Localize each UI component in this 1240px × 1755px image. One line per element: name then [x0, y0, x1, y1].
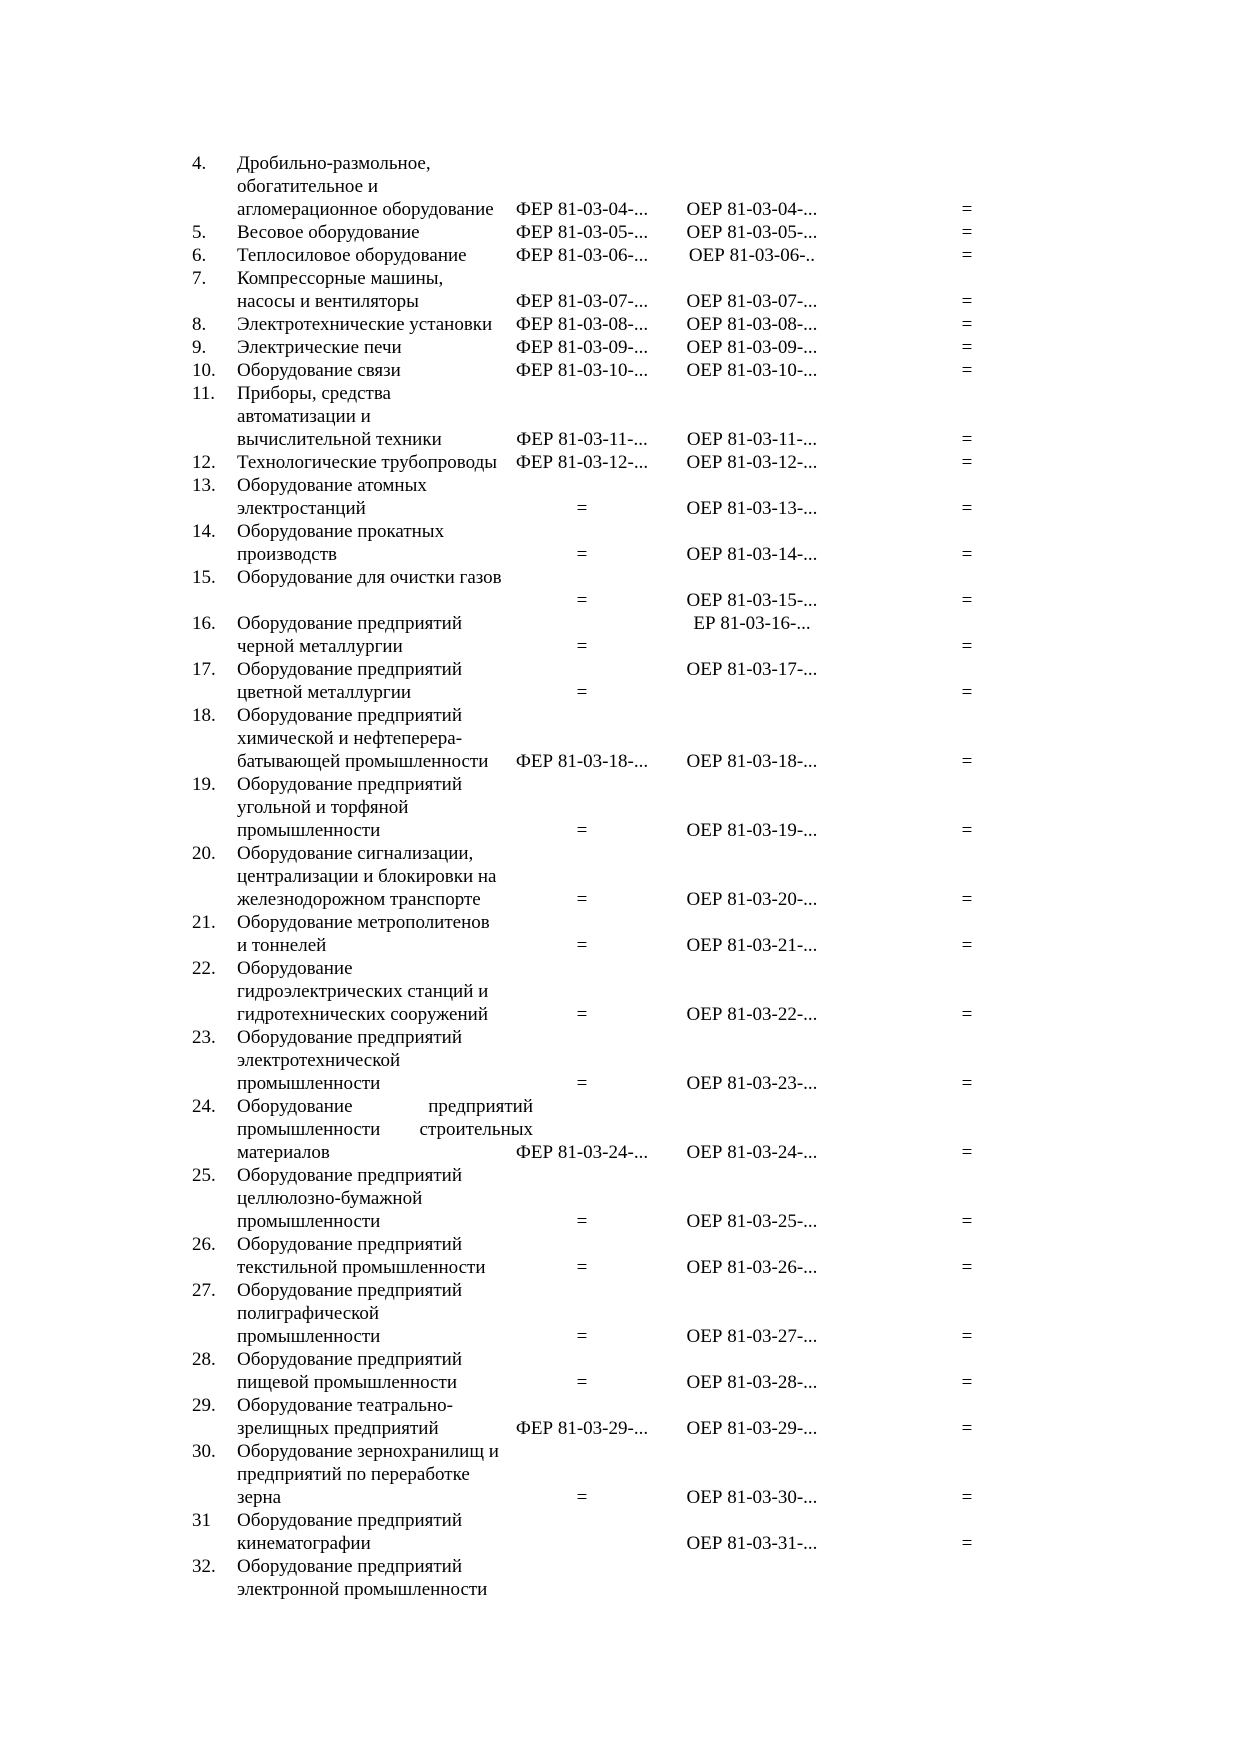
same-marker: =: [961, 1487, 973, 1508]
item-number: 6.: [192, 245, 207, 266]
item-number: 19.: [192, 774, 216, 795]
same-marker: =: [961, 889, 973, 910]
same-marker: =: [961, 245, 973, 266]
item-number: 17.: [192, 659, 216, 680]
fer-code: ФЕР 81-03-18-...: [515, 751, 649, 772]
item-number: 31: [192, 1510, 211, 1531]
item-name-line: кинематографии: [237, 1533, 371, 1554]
list-item: [192, 1164, 1012, 1233]
same-marker: =: [961, 337, 973, 358]
item-name-line: Оборудование предприятий: [237, 1510, 463, 1531]
item-number: 20.: [192, 843, 216, 864]
item-name-line: Оборудование предприятий: [237, 1096, 533, 1117]
fer-code: ФЕР 81-03-12-...: [515, 452, 649, 473]
fer-code: =: [576, 935, 588, 956]
oer-code: ОЕР 81-03-26-...: [686, 1257, 818, 1278]
item-number: 22.: [192, 958, 216, 979]
item-name-line: Компрессорные машины,: [237, 268, 444, 289]
item-name-line: зерна: [237, 1487, 282, 1508]
same-marker: =: [961, 682, 973, 703]
same-marker: =: [961, 1211, 973, 1232]
list-item: [192, 451, 1012, 474]
list-item: [192, 1509, 1012, 1555]
item-name-line: Оборудование предприятий: [237, 1349, 463, 1370]
item-name-line: Теплосиловое оборудование: [237, 245, 467, 266]
list-item: [192, 773, 1012, 842]
fer-code: =: [576, 590, 588, 611]
list-item: [192, 911, 1012, 957]
same-marker: =: [961, 751, 973, 772]
item-number: 8.: [192, 314, 207, 335]
list-item: [192, 1026, 1012, 1095]
list-item: [192, 957, 1012, 1026]
same-marker: =: [961, 1073, 973, 1094]
oer-code: ОЕР 81-03-12-...: [686, 452, 818, 473]
list-item: [192, 1279, 1012, 1348]
fer-code: =: [576, 636, 588, 657]
same-marker: =: [961, 935, 973, 956]
oer-code: ОЕР 81-03-22-...: [686, 1004, 818, 1025]
item-name-line: материалов: [237, 1142, 330, 1163]
fer-code: ФЕР 81-03-10-...: [515, 360, 649, 381]
item-name-line: цветной металлургии: [237, 682, 412, 703]
fer-code: ФЕР 81-03-29-...: [515, 1418, 649, 1439]
item-number: 18.: [192, 705, 216, 726]
item-name-line: Оборудование предприятий: [237, 1234, 463, 1255]
oer-code: ОЕР 81-03-30-...: [686, 1487, 818, 1508]
item-name-line: автоматизации и: [237, 406, 371, 427]
item-name-line: Оборудование предприятий: [237, 659, 463, 680]
item-name-line: пищевой промышленности: [237, 1372, 458, 1393]
item-name-line: Оборудование предприятий: [237, 1027, 463, 1048]
fer-code: ФЕР 81-03-04-...: [515, 199, 649, 220]
item-name-line: зрелищных предприятий: [237, 1418, 439, 1439]
item-name-line: Оборудование зернохранилищ и: [237, 1441, 499, 1462]
fer-code: =: [576, 544, 588, 565]
item-name-line: Электрические печи: [237, 337, 402, 358]
same-marker: =: [961, 429, 973, 450]
same-marker: =: [961, 1418, 973, 1439]
item-number: 15.: [192, 567, 216, 588]
same-marker: =: [961, 1372, 973, 1393]
fer-code: ФЕР 81-03-08-...: [515, 314, 649, 335]
fer-code: =: [576, 1372, 588, 1393]
same-marker: =: [961, 1326, 973, 1347]
same-marker: =: [961, 1142, 973, 1163]
same-marker: =: [961, 199, 973, 220]
oer-code: ОЕР 81-03-11-...: [686, 429, 818, 450]
fer-code: ФЕР 81-03-11-...: [516, 429, 648, 450]
item-name-line: электротехнической: [237, 1050, 401, 1071]
item-name-line: батывающей промышленности: [237, 751, 489, 772]
item-name-line: централизации и блокировки на: [237, 866, 497, 887]
item-name-line: железнодорожном транспорте: [237, 889, 481, 910]
list-item: [192, 842, 1012, 911]
same-marker: =: [961, 291, 973, 312]
oer-code: ОЕР 81-03-19-...: [686, 820, 818, 841]
item-name-line: Оборудование предприятий: [237, 1280, 463, 1301]
item-name-line: Технологические трубопроводы: [237, 452, 497, 473]
oer-code: ОЕР 81-03-15-...: [686, 590, 818, 611]
same-marker: =: [961, 360, 973, 381]
item-name-line: угольной и торфяной: [237, 797, 409, 818]
item-number: 28.: [192, 1349, 216, 1370]
item-number: 7.: [192, 268, 207, 289]
fer-code: =: [576, 1004, 588, 1025]
item-number: 11.: [192, 383, 216, 404]
list-item: [192, 221, 1012, 244]
fer-code: ФЕР 81-03-06-...: [515, 245, 649, 266]
item-number: 21.: [192, 912, 216, 933]
item-name-line: полиграфической: [237, 1303, 380, 1324]
item-name-line: Дробильно-размольное,: [237, 153, 431, 174]
item-name-line: Оборудование метрополитенов: [237, 912, 490, 933]
item-name-line: предприятий по переработке: [237, 1464, 470, 1485]
same-marker: =: [961, 820, 973, 841]
list-item: [192, 566, 1012, 612]
oer-code: ОЕР 81-03-07-...: [686, 291, 818, 312]
item-number: 12.: [192, 452, 216, 473]
list-item: [192, 1555, 1012, 1601]
item-name-line: химической и нефтеперера-: [237, 728, 463, 749]
list-item: [192, 612, 1012, 658]
item-name-line: Оборудование театрально-: [237, 1395, 453, 1416]
item-name-line: целлюлозно-бумажной: [237, 1188, 423, 1209]
item-number: 24.: [192, 1096, 216, 1117]
same-marker: =: [961, 1533, 973, 1554]
same-marker: =: [961, 222, 973, 243]
item-name-line: Оборудование: [237, 958, 353, 979]
oer-code: ОЕР 81-03-18-...: [686, 751, 818, 772]
list-item: [192, 359, 1012, 382]
list-item: [192, 336, 1012, 359]
item-name-line: Оборудование для очистки газов: [237, 567, 502, 588]
item-name-line: промышленности: [237, 820, 381, 841]
item-name-line: промышленности: [237, 1073, 381, 1094]
same-marker: =: [961, 314, 973, 335]
item-name-line: агломерационное оборудование: [237, 199, 494, 220]
item-number: 14.: [192, 521, 216, 542]
oer-code: ОЕР 81-03-20-...: [686, 889, 818, 910]
fer-code: =: [576, 1326, 588, 1347]
item-name-line: и тоннелей: [237, 935, 327, 956]
item-name-line: Оборудование атомных: [237, 475, 427, 496]
same-marker: =: [961, 498, 973, 519]
list-item: [192, 313, 1012, 336]
item-number: 30.: [192, 1441, 216, 1462]
item-number: 13.: [192, 475, 216, 496]
item-name-line: Приборы, средства: [237, 383, 391, 404]
item-name-line: обогатительное и: [237, 176, 379, 197]
fer-code: ФЕР 81-03-07-...: [515, 291, 649, 312]
fer-code: =: [576, 1073, 588, 1094]
fer-code: =: [576, 820, 588, 841]
item-name-line: Оборудование предприятий: [237, 1556, 463, 1577]
item-number: 16.: [192, 613, 216, 634]
item-name-line: электронной промышленности: [237, 1579, 488, 1600]
item-name-line: Электротехнические установки: [237, 314, 493, 335]
list-item: [192, 382, 1012, 451]
item-name-line: Оборудование сигнализации,: [237, 843, 474, 864]
equipment-list: [192, 152, 1012, 1601]
fer-code: =: [576, 889, 588, 910]
item-number: 32.: [192, 1556, 216, 1577]
item-name-line: текстильной промышленности: [237, 1257, 486, 1278]
item-name-line: насосы и вентиляторы: [237, 291, 419, 312]
item-number: 9.: [192, 337, 207, 358]
item-number: 26.: [192, 1234, 216, 1255]
item-name-line: гидротехнических сооружений: [237, 1004, 488, 1025]
oer-code: ОЕР 81-03-14-...: [686, 544, 818, 565]
list-item: [192, 1095, 1012, 1164]
fer-code: ФЕР 81-03-24-...: [515, 1142, 649, 1163]
item-name-line: черной металлургии: [237, 636, 403, 657]
item-number: 23.: [192, 1027, 216, 1048]
item-number: 29.: [192, 1395, 216, 1416]
item-name-line: Оборудование предприятий: [237, 705, 463, 726]
item-name-line: промышленности: [237, 1326, 381, 1347]
item-name-line: гидроэлектрических станций и: [237, 981, 489, 1002]
item-name-line: производств: [237, 544, 338, 565]
list-item: [192, 1394, 1012, 1440]
fer-code: ФЕР 81-03-09-...: [515, 337, 649, 358]
item-name-line: электростанций: [237, 498, 366, 519]
oer-code: ОЕР 81-03-27-...: [686, 1326, 818, 1347]
oer-code: ОЕР 81-03-09-...: [686, 337, 818, 358]
list-item: [192, 1440, 1012, 1509]
same-marker: =: [961, 636, 973, 657]
list-item: [192, 704, 1012, 773]
item-name-line: Оборудование предприятий: [237, 774, 463, 795]
same-marker: =: [961, 590, 973, 611]
item-number: 25.: [192, 1165, 216, 1186]
fer-code: ФЕР 81-03-05-...: [515, 222, 649, 243]
list-item: [192, 267, 1012, 313]
oer-code: ОЕР 81-03-04-...: [686, 199, 818, 220]
list-item: [192, 474, 1012, 520]
item-number: 10.: [192, 360, 216, 381]
item-name-line: Оборудование прокатных: [237, 521, 445, 542]
fer-code: =: [576, 1211, 588, 1232]
oer-code: ОЕР 81-03-29-...: [686, 1418, 818, 1439]
oer-code: ОЕР 81-03-24-...: [686, 1142, 818, 1163]
list-item: [192, 658, 1012, 704]
fer-code: =: [576, 1257, 588, 1278]
same-marker: =: [961, 1004, 973, 1025]
item-number: 5.: [192, 222, 207, 243]
item-number: 4.: [192, 153, 207, 174]
item-name-line: Оборудование предприятий: [237, 613, 463, 634]
list-item: [192, 1348, 1012, 1394]
item-number: 27.: [192, 1280, 216, 1301]
item-name-line: вычислительной техники: [237, 429, 442, 450]
same-marker: =: [961, 452, 973, 473]
fer-code: =: [576, 1487, 588, 1508]
oer-code: ОЕР 81-03-31-...: [686, 1533, 818, 1554]
list-item: [192, 520, 1012, 566]
item-name-line: промышленности: [237, 1211, 381, 1232]
list-item: [192, 1233, 1012, 1279]
oer-code: ОЕР 81-03-08-...: [686, 314, 818, 335]
fer-code: =: [576, 682, 588, 703]
same-marker: =: [961, 1257, 973, 1278]
item-name-line: Оборудование связи: [237, 360, 401, 381]
oer-code: ОЕР 81-03-25-...: [686, 1211, 818, 1232]
oer-code: ОЕР 81-03-21-...: [686, 935, 818, 956]
item-name-line: промышленности строительных: [237, 1119, 533, 1140]
oer-code: ОЕР 81-03-05-...: [686, 222, 818, 243]
same-marker: =: [961, 544, 973, 565]
oer-code: ОЕР 81-03-23-...: [686, 1073, 818, 1094]
item-name-line: Оборудование предприятий: [237, 1165, 463, 1186]
oer-code: ЕР 81-03-16-...: [693, 613, 811, 634]
oer-code: ОЕР 81-03-28-...: [686, 1372, 818, 1393]
fer-code: =: [576, 498, 588, 519]
oer-code: ОЕР 81-03-06-..: [688, 245, 816, 266]
oer-code: ОЕР 81-03-13-...: [686, 498, 818, 519]
list-item: [192, 244, 1012, 267]
oer-code: ОЕР 81-03-10-...: [686, 360, 818, 381]
list-item: [192, 152, 1012, 221]
item-name-line: Весовое оборудование: [237, 222, 420, 243]
oer-code: ОЕР 81-03-17-...: [686, 659, 818, 680]
